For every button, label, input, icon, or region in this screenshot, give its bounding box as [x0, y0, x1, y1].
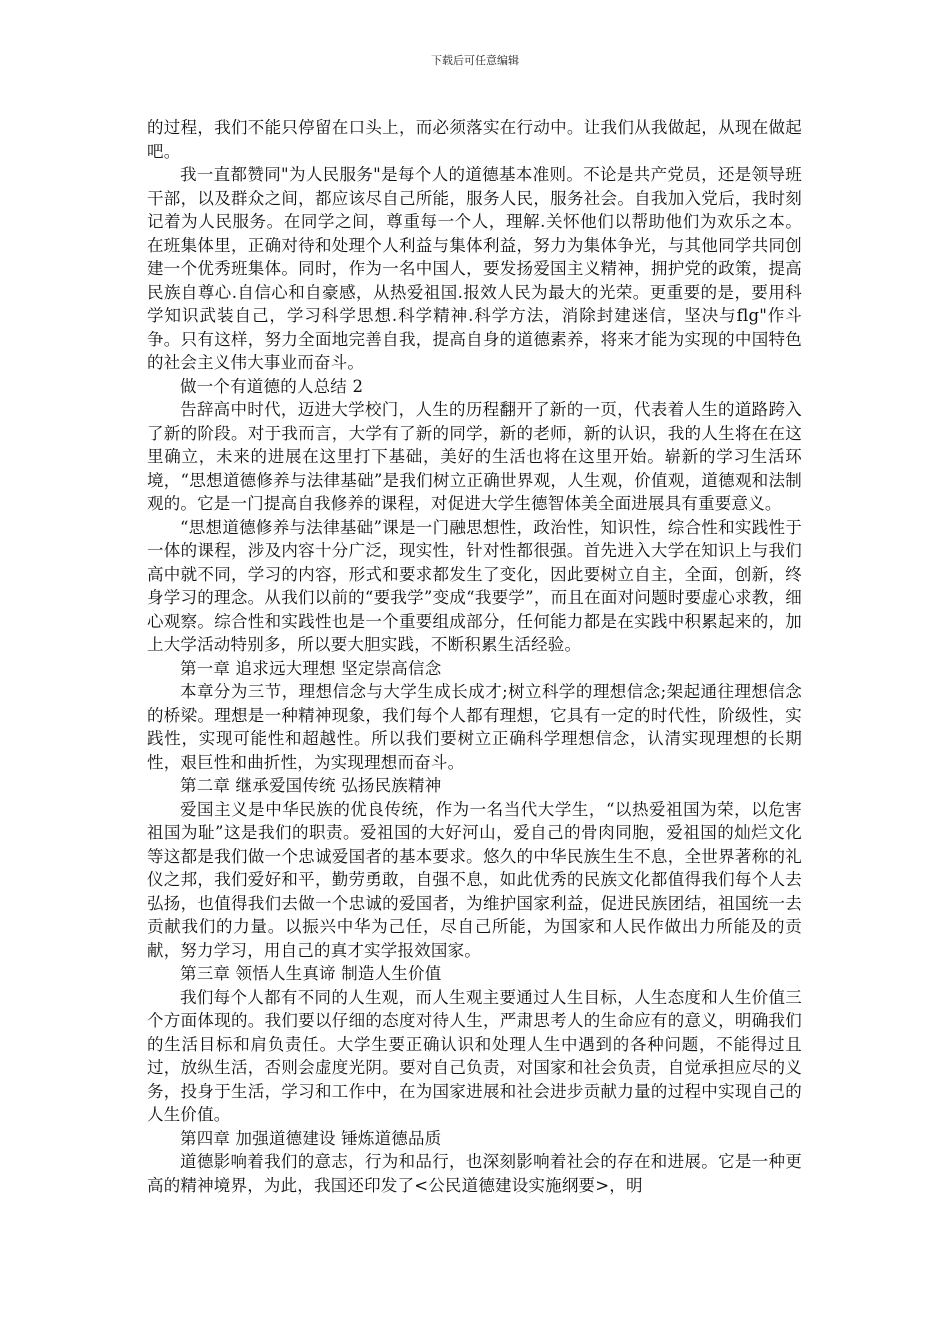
paragraph-chapter-3: 我们每个人都有不同的人生观，而人生观主要通过人生目标，人生态度和人生价值三个方面体现的。我们要以仔细的态度对待人生，严肃思考人的生命应有的意义，明确我们的生活目标和肩负责任。大学生要正确认识和处理人生中遇到的各种问题，不能得过且过，放纵生活，否则会虚度光阴。要对自己负责，对国家和社会负责，自觉承担应尽的义务，投身于生活，学习和工作中，在为国家进展和社会进步贡献力量的过程中实现自己的人生价值。: [147, 987, 802, 1124]
document-body: [147, 116, 802, 1197]
page-header: 下载后可任意编辑: [431, 54, 519, 67]
paragraph-serve-people: 我一直都赞同"为人民服务"是每个人的道德基本准则。不论是共产党员，还是领导班干部，以及群众之间，都应该尽自己所能，服务人民，服务社会。自我加入党后，我时刻记着为人民服务。在同学之间，尊重每一个人，理解.关怀他们以帮助他们为欢乐之本。在班集体里，正确对待和处理个人利益与集体利益，努力为集体争光，与其他同学共同创建一个优秀班集体。同时，作为一名中国人，要发扬爱国主义精神，拥护党的政策，提高民族自尊心.自信心和自豪感，从热爱祖国.报效人民为最大的光荣。更重要的是，要用科学知识武装自己，学习科学思想.科学精神.科学方法，消除封建迷信，坚决与flg"作斗争。只有这样，努力全面地完善自我，提高自身的道德素养，将来才能为实现的中国特色的社会主义伟大事业而奋斗。: [147, 165, 802, 372]
chapter-heading-1: 第一章 追求远大理想 坚定崇高信念: [180, 658, 442, 678]
paragraph-course-description: “思想道德修养与法律基础”课是一门融思想性，政治性，知识性，综合性和实践性于一体的课程，涉及内容十分广泛，现实性，针对性都很强。首先进入大学在知识上与我们高中就不同，学习的内容，形式和要求都发生了变化，因此要树立自主，全面，创新，终身学习的理念。从我们以前的“要我学”变成“我要学”，而且在面对问题时要虚心求教，细心观察。综合性和实践性也是一个重要组成部分，任何能力都是在实践中积累起来的，加上大学活动特别多，所以要大胆实践，不断积累生活经验。: [147, 517, 802, 654]
paragraph-university-intro: 告辞高中时代，迈进大学校门，人生的历程翻开了新的一页，代表着人生的道路跨入了新的阶段。对于我而言，大学有了新的同学，新的老师，新的认识，我的人生将在在这里确立，未来的进展在这里打下基础，美好的生活也将在这里开始。崭新的学习生活环境，“思想道德修养与法律基础”是我们树立正确世界观，人生观，价值观，道德观和法制观的。它是一门提高自我修养的课程，对促进大学生德智体美全面进展具有重要意义。: [147, 400, 802, 513]
section-heading-summary-2: 做一个有道德的人总结 2: [180, 376, 364, 396]
chapter-heading-4: 第四章 加强道德建设 锤炼道德品质: [180, 1128, 442, 1148]
chapter-heading-3: 第三章 领悟人生真谛 制造人生价值: [180, 964, 442, 983]
chapter-heading-2: 第二章 继承爱国传统 弘扬民族精神: [180, 776, 442, 795]
paragraph-chapter-1: 本章分为三节，理想信念与大学生成长成才;树立科学的理想信念;架起通往理想信念的桥梁。理想是一种精神现象，我们每个人都有理想，它具有一定的时代性，阶级性，实践性，实现可能性和超越性。所以我们要树立正确科学理想信念，认清实现理想的长期性，艰巨性和曲折性，为实现理想而奋斗。: [147, 682, 802, 772]
paragraph-chapter-4: 道德影响着我们的意志，行为和品行，也深刻影响着社会的存在和进展。它是一种更高的精神境界，为此，我国还印发了<公民道德建设实施纲要>，明: [147, 1152, 802, 1195]
paragraph-chapter-2: 爱国主义是中华民族的优良传统，作为一名当代大学生，“以热爱祖国为荣，以危害祖国为耻”这是我们的职责。爱祖国的大好河山，爱自己的骨肉同胞，爱祖国的灿烂文化等这都是我们做一个忠诚爱国者的基本要求。悠久的中华民族生生不息，全世界著称的礼仪之邦，我们爱好和平，勤劳勇敢，自强不息，如此优秀的民族文化都值得我们每个人去弘扬，也值得我们去做一个忠诚的爱国者，为维护国家利益，促进民族团结，祖国统一去贡献我们的力量。以振兴中华为己任，尽自己所能，为国家和人民作做出力所能及的贡献，努力学习，用自己的真才实学报效国家。: [147, 799, 802, 960]
paragraph-continuation: 的过程，我们不能只停留在口头上，而必须落实在行动中。让我们从我做起，从现在做起吧。: [147, 118, 802, 161]
